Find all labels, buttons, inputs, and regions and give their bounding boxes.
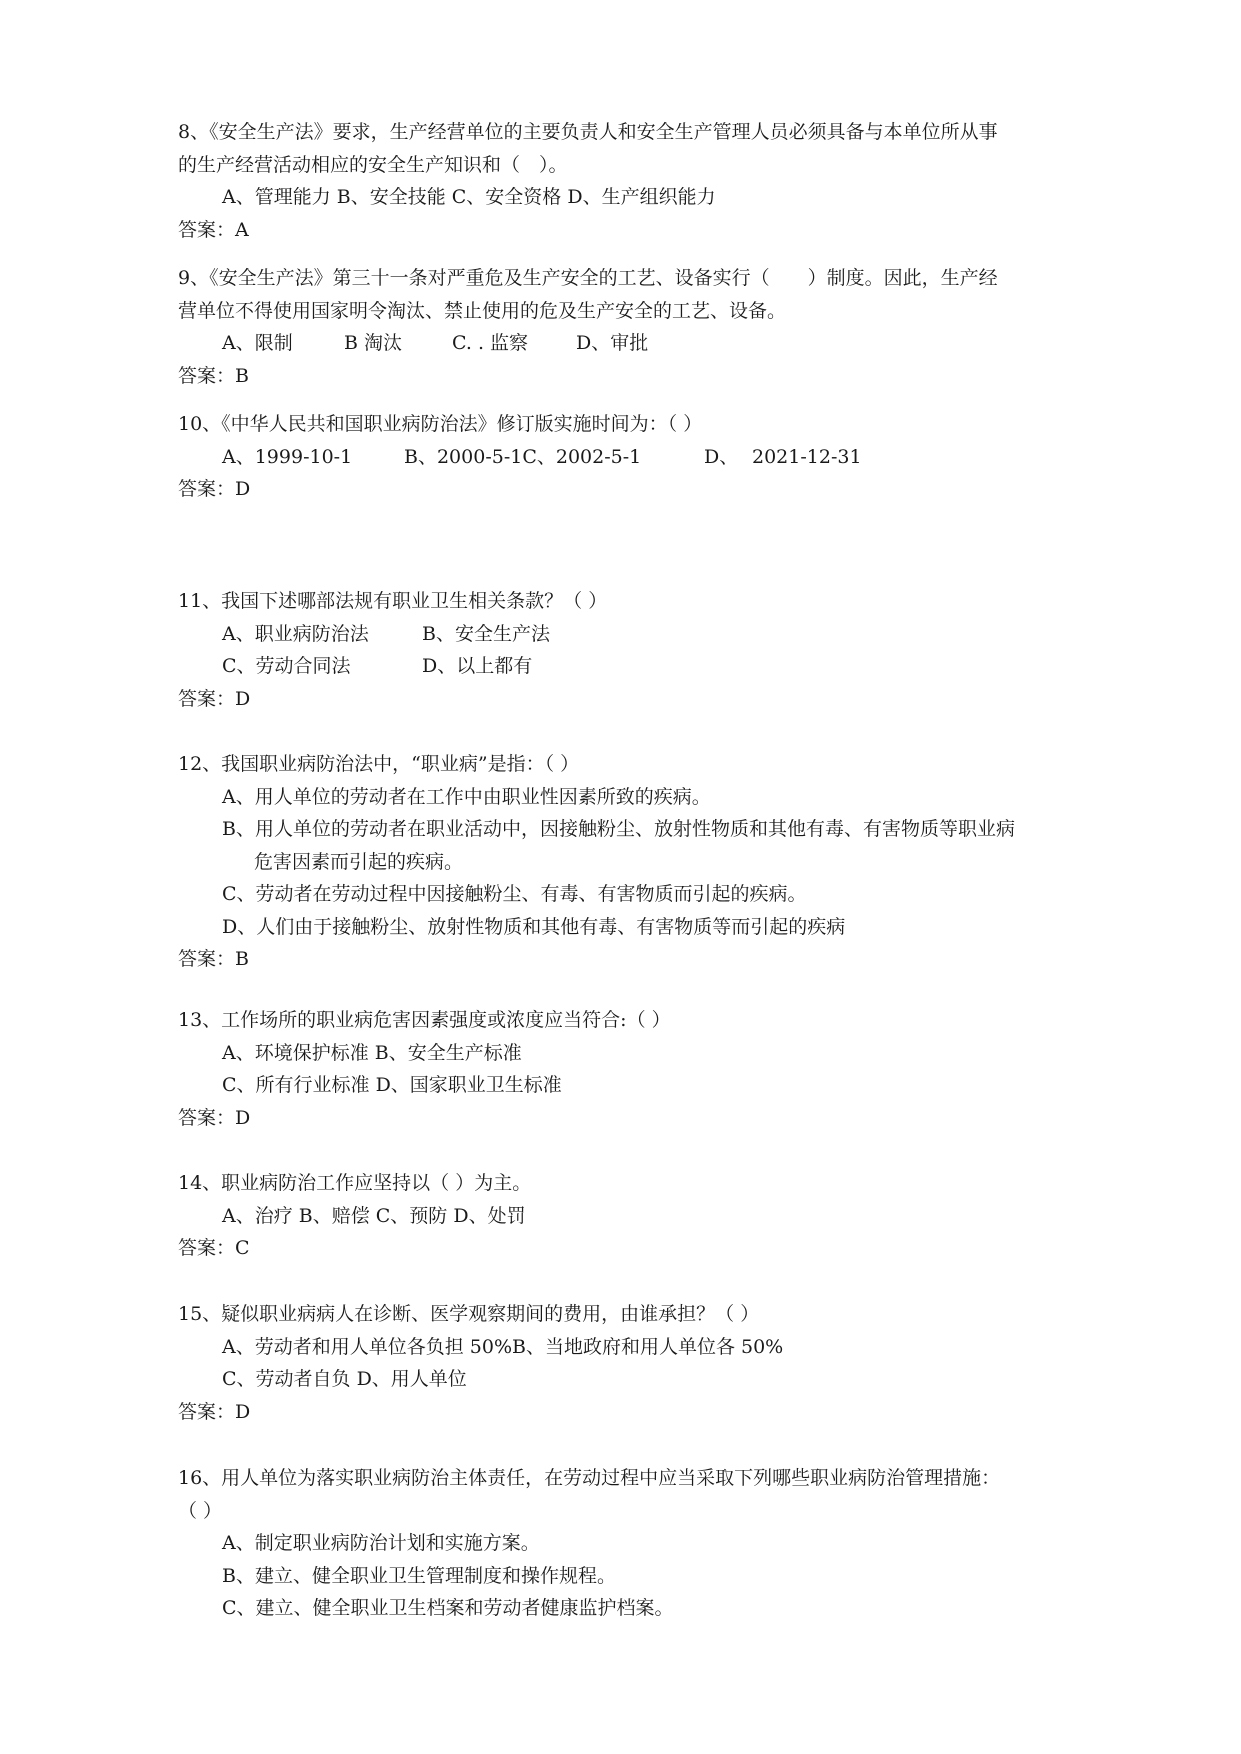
- option-b: B、建立、健全职业卫生管理制度和操作规程。: [222, 1564, 616, 1587]
- option-line: [178, 441, 1138, 474]
- answer: 答案：D: [178, 478, 251, 500]
- question-13: [178, 1004, 1138, 1134]
- option-a: A、用人单位的劳动者在工作中由职业性因素所致的疾病。: [222, 785, 711, 808]
- answer: 答案：C: [178, 1237, 250, 1259]
- question-14: [178, 1167, 1138, 1265]
- option-b: B、2000-5-1C、2002-5-1: [404, 445, 642, 468]
- question-16: [178, 1462, 1138, 1625]
- answer: 答案：B: [178, 948, 249, 970]
- answer: 答案：D: [178, 687, 251, 710]
- option-d-label: D、: [704, 445, 739, 468]
- option-c: C、建立、健全职业卫生档案和劳动者健康监护档案。: [222, 1597, 674, 1619]
- question-stem: 16、用人单位为落实职业病防治主体责任，在劳动过程中应当采取下列哪些职业病防治管理措施：: [178, 1467, 1001, 1489]
- question-10: [178, 408, 1138, 506]
- option-c: C. . 监察: [452, 332, 529, 354]
- question-stem: 8、《安全生产法》要求，生产经营单位的主要负责人和安全生产管理人员必须具备与本单位所从事: [178, 121, 998, 143]
- question-8: [178, 116, 1138, 246]
- option-d: D、人们由于接触粉尘、放射性物质和其他有毒、有害物质等而引起的疾病: [222, 915, 846, 938]
- question-stem: 的生产经营活动相应的安全生产知识和（ ）。: [178, 153, 568, 176]
- question-12: [178, 748, 1138, 976]
- option-c: C、劳动合同法: [222, 655, 351, 677]
- option-line: [178, 650, 1138, 683]
- option-d-value: 2021-12-31: [752, 445, 862, 468]
- answer: 答案：A: [178, 218, 249, 241]
- question-stem: 10、《中华人民共和国职业病防治法》修订版实施时间为：（ ）: [178, 413, 703, 435]
- option-b: B 淘汰: [344, 332, 403, 354]
- option-a: A、限制: [222, 332, 293, 354]
- option-line: A、环境保护标准 B、安全生产标准: [222, 1041, 522, 1064]
- option-b-continued: 危害因素而引起的疾病。: [254, 850, 464, 873]
- question-15: [178, 1298, 1138, 1428]
- question-stem: 11、我国下述哪部法规有职业卫生相关条款？（ ）: [178, 590, 608, 612]
- answer: 答案：D: [178, 1400, 251, 1423]
- option-d: D、审批: [576, 332, 649, 354]
- answer: 答案：D: [178, 1106, 251, 1129]
- question-stem: 14、职业病防治工作应坚持以（ ）为主。: [178, 1172, 532, 1194]
- question-11: [178, 585, 1138, 715]
- question-9: [178, 262, 1138, 392]
- question-stem: 营单位不得使用国家明令淘汰、禁止使用的危及生产安全的工艺、设备。: [178, 299, 787, 322]
- option-line: A、劳动者和用人单位各负担 50%B、当地政府和用人单位各 50%: [222, 1335, 784, 1358]
- option-c: C、劳动者在劳动过程中因接触粉尘、有毒、有害物质而引起的疾病。: [222, 883, 807, 905]
- option-line: A、治疗 B、赔偿 C、预防 D、处罚: [222, 1204, 526, 1227]
- question-stem: （ ）: [178, 1499, 223, 1522]
- question-stem: 15、疑似职业病病人在诊断、医学观察期间的费用，由谁承担？（ ）: [178, 1303, 760, 1325]
- option-b: B、安全生产法: [422, 622, 550, 645]
- option-line: A、管理能力 B、安全技能 C、安全资格 D、生产组织能力: [222, 186, 716, 208]
- answer: 答案：B: [178, 364, 249, 387]
- question-stem: 12、我国职业病防治法中，“职业病”是指：（ ）: [178, 753, 580, 775]
- option-a: A、1999-10-1: [222, 445, 353, 468]
- option-line: [178, 618, 1138, 651]
- option-b: B、用人单位的劳动者在职业活动中，因接触粉尘、放射性物质和其他有毒、有害物质等职业病: [222, 818, 1015, 840]
- question-stem: 9、《安全生产法》第三十一条对严重危及生产安全的工艺、设备实行（ ）制度。因此，生产经: [178, 267, 998, 289]
- option-a: A、制定职业病防治计划和实施方案。: [222, 1532, 540, 1554]
- option-line: C、所有行业标准 D、国家职业卫生标准: [222, 1074, 562, 1096]
- option-a: A、职业病防治法: [222, 622, 369, 645]
- option-line: C、劳动者自负 D、用人单位: [222, 1368, 467, 1390]
- question-stem: 13、工作场所的职业病危害因素强度或浓度应当符合:（ ）: [178, 1009, 671, 1031]
- option-d: D、以上都有: [422, 655, 533, 677]
- option-line: [178, 327, 1138, 360]
